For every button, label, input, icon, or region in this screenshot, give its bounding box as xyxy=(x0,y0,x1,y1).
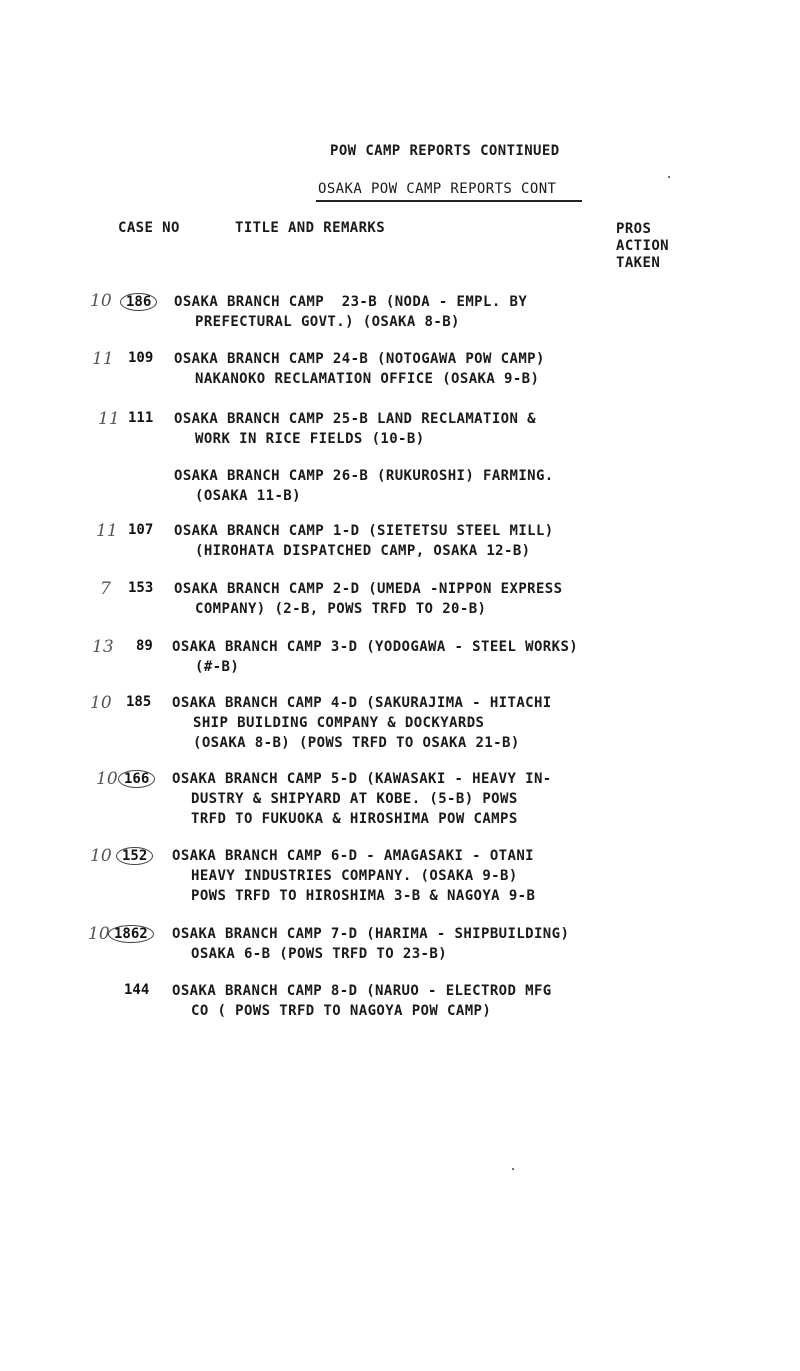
case-number: 166 xyxy=(118,770,155,788)
pros-label: PROS xyxy=(616,221,652,237)
entry-line: OSAKA BRANCH CAMP 24-B (NOTOGAWA POW CAMP) xyxy=(174,351,545,367)
handwritten-mark: 10 xyxy=(88,924,110,944)
entry-line: HEAVY INDUSTRIES COMPANY. (OSAKA 9-B) xyxy=(191,868,518,884)
entry-line: OSAKA BRANCH CAMP 8-D (NARUO - ELECTROD MFG xyxy=(172,983,552,999)
entry-line: OSAKA BRANCH CAMP 6-D - AMAGASAKI - OTANI xyxy=(172,848,534,864)
case-number: 109 xyxy=(128,350,154,366)
column-header-pros-action xyxy=(616,221,669,272)
action-label: ACTION xyxy=(616,238,669,254)
handwritten-mark: 13 xyxy=(92,637,114,657)
case-number: 144 xyxy=(124,982,150,998)
entry-line: DUSTRY & SHIPYARD AT KOBE. (5-B) POWS xyxy=(191,791,518,807)
entry-line: OSAKA BRANCH CAMP 4-D (SAKURAJIMA - HITACHI xyxy=(172,695,552,711)
entry-line: (OSAKA 11-B) xyxy=(195,488,301,504)
case-number: 89 xyxy=(136,638,153,654)
handwritten-mark: 10 xyxy=(90,291,112,311)
case-number: 152 xyxy=(116,847,153,865)
entry-line: POWS TRFD TO HIROSHIMA 3-B & NAGOYA 9-B xyxy=(191,888,536,904)
column-header-title-remarks: TITLE AND REMARKS xyxy=(235,220,386,236)
case-number: 111 xyxy=(128,410,154,426)
entry-line: (HIROHATA DISPATCHED CAMP, OSAKA 12-B) xyxy=(195,543,531,559)
handwritten-mark: 11 xyxy=(98,409,120,429)
entry-line: OSAKA BRANCH CAMP 1-D (SIETETSU STEEL MILL) xyxy=(174,523,554,539)
entry-line: PREFECTURAL GOVT.) (OSAKA 8-B) xyxy=(195,314,460,330)
taken-label: TAKEN xyxy=(616,255,661,271)
entry-line: (#-B) xyxy=(195,659,240,675)
case-number: 153 xyxy=(128,580,154,596)
handwritten-mark: 10 xyxy=(90,693,112,713)
entry-line: OSAKA BRANCH CAMP 3-D (YODOGAWA - STEEL WORKS) xyxy=(172,639,579,655)
entry-line: SHIP BUILDING COMPANY & DOCKYARDS xyxy=(193,715,485,731)
handwritten-mark: 10 xyxy=(90,846,112,866)
entry-line: COMPANY) (2-B, POWS TRFD TO 20-B) xyxy=(195,601,487,617)
entry-line: OSAKA 6-B (POWS TRFD TO 23-B) xyxy=(191,946,448,962)
entry-line: OSAKA BRANCH CAMP 7-D (HARIMA - SHIPBUILDING) xyxy=(172,926,570,942)
entry-line: TRFD TO FUKUOKA & HIROSHIMA POW CAMPS xyxy=(191,811,518,827)
column-header-case-no: CASE NO xyxy=(118,220,180,236)
entry-line: OSAKA BRANCH CAMP 23-B (NODA - EMPL. BY xyxy=(174,294,528,310)
case-number: 107 xyxy=(128,522,154,538)
handwritten-mark: 7 xyxy=(100,579,111,599)
entry-line: OSAKA BRANCH CAMP 5-D (KAWASAKI - HEAVY IN- xyxy=(172,771,552,787)
entry-line: WORK IN RICE FIELDS (10-B) xyxy=(195,431,425,447)
handwritten-mark: 11 xyxy=(92,349,114,369)
page-subtitle: OSAKA POW CAMP REPORTS CONT xyxy=(318,181,557,197)
handwritten-mark: 10 xyxy=(96,769,118,789)
subtitle-underline xyxy=(316,200,582,202)
case-number: 186 xyxy=(120,293,157,311)
scan-speck xyxy=(512,1168,514,1170)
entry-line: OSAKA BRANCH CAMP 26-B (RUKUROSHI) FARMING. xyxy=(174,468,554,484)
case-number: 1862 xyxy=(108,925,154,943)
scan-speck xyxy=(668,176,670,178)
entry-line: OSAKA BRANCH CAMP 25-B LAND RECLAMATION & xyxy=(174,411,536,427)
case-number: 185 xyxy=(126,694,152,710)
entry-line: CO ( POWS TRFD TO NAGOYA POW CAMP) xyxy=(191,1003,492,1019)
entry-line: NAKANOKO RECLAMATION OFFICE (OSAKA 9-B) xyxy=(195,371,540,387)
page-title: POW CAMP REPORTS CONTINUED xyxy=(330,143,560,159)
entry-line: OSAKA BRANCH CAMP 2-D (UMEDA -NIPPON EXPRESS xyxy=(174,581,563,597)
entry-line: (OSAKA 8-B) (POWS TRFD TO OSAKA 21-B) xyxy=(193,735,520,751)
handwritten-mark: 11 xyxy=(96,521,118,541)
